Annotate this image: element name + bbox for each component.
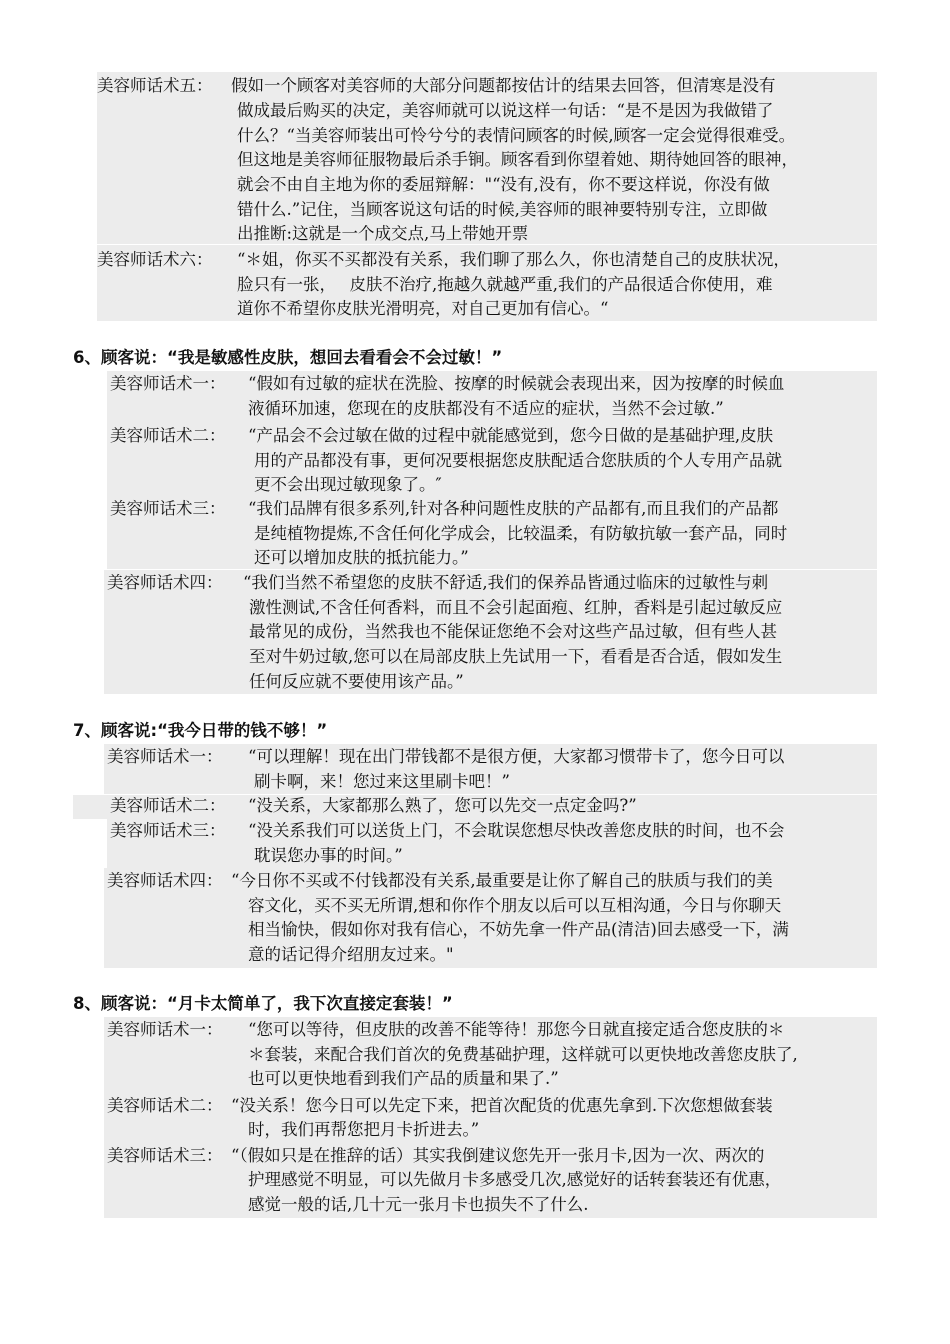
- script-label: 美容师话术六：: [97, 250, 213, 269]
- script-line: 感觉一般的话,几十元一张月卡也损失不了什么.: [248, 1195, 589, 1214]
- script-line: “没关系，大家都那么熟了，您可以先交一点定金吗?”: [248, 796, 637, 815]
- script-label: 美容师话术一：: [110, 374, 226, 393]
- section-heading-6: 6、顾客说：“我是敏感性皮肤，想回去看看会不会过敏！”: [73, 348, 503, 367]
- script-line: 刷卡啊，来！您过来这里刷卡吧！”: [254, 772, 510, 791]
- script-line: 就会不由自主地为你的委屈辩解："“没有,没有，你不要这样说，你没有做: [237, 175, 770, 194]
- script-label: 美容师话术二：: [110, 426, 226, 445]
- script-line: 更不会出现过敏现象了。″: [254, 475, 442, 494]
- script-line: 用的产品都没有事，更何况要根据您皮肤配适合您肤质的个人专用产品就: [254, 451, 782, 470]
- script-line: “没关系！您今日可以先定下来，把首次配货的优惠先拿到.下次您想做套装: [231, 1096, 773, 1115]
- script-label: 美容师话术二：: [107, 1096, 223, 1115]
- section-heading-8: 8、顾客说：“月卡太简单了，我下次直接定套装！”: [73, 994, 453, 1013]
- script-line: 还可以增加皮肤的抵抗能力。”: [254, 548, 469, 567]
- script-line: 什么？“当美容师装出可怜兮兮的表情问顾客的时候,顾客一定会觉得很难受。: [237, 126, 796, 145]
- script-line: 至对牛奶过敏,您可以在局部皮肤上先试用一下，看看是否合适，假如发生: [249, 647, 783, 666]
- script-line: 意的话记得介绍朋友过来。": [248, 945, 454, 964]
- script-line: 但这地是美容师征服物最后杀手锏。顾客看到你望着她、期待她回答的眼神，: [237, 150, 798, 169]
- script-line: 任何反应就不要使用该产品。”: [249, 672, 464, 691]
- script-line: 假如一个顾客对美容师的大部分问题都按估计的结果去回答，但清寒是没有: [231, 76, 776, 95]
- script-label: 美容师话术五：: [97, 76, 213, 95]
- script-line: “假如有过敏的症状在洗脸、按摩的时候就会表现出来，因为按摩的时候血: [248, 374, 785, 393]
- script-label: 美容师话术一：: [107, 747, 223, 766]
- section-heading-7: 7、顾客说:“我今日带的钱不够！”: [73, 721, 328, 740]
- script-line: 道你不希望你皮肤光滑明亮，对自己更加有信心。“: [237, 299, 609, 318]
- script-label: 美容师话术三：: [110, 499, 226, 518]
- script-line: 也可以更快地看到我们产品的质量和果了.”: [248, 1069, 559, 1088]
- script-line: 错什么.”记住，当顾客说这句话的时候,美容师的眼神要特别专注，立即做: [237, 200, 768, 219]
- script-line: ＊套装，来配合我们首次的免费基础护理，这样就可以更快地改善您皮肤了,: [248, 1045, 798, 1064]
- script-line: 耽误您办事的时间。”: [254, 846, 403, 865]
- script-line: “我们当然不希望您的皮肤不舒适,我们的保养品皆通过临床的过敏性与刺: [243, 573, 769, 592]
- script-label: 美容师话术二：: [110, 796, 226, 815]
- script-label: 美容师话术四：: [107, 573, 223, 592]
- script-line: “没关系我们可以送货上门，不会耽误您想尽快改善您皮肤的时间，也不会: [248, 821, 785, 840]
- script-line: “您可以等待，但皮肤的改善不能等待！那您今日就直接定适合您皮肤的＊: [248, 1020, 785, 1039]
- script-line: “＊姐，你买不买都没有关系，我们聊了那么久，你也清楚自己的皮肤状况，: [237, 250, 790, 269]
- script-line: 护理感觉不明显，可以先做月卡多感受几次,感觉好的话转套装还有优惠，: [248, 1170, 782, 1189]
- script-line: “产品会不会过敏在做的过程中就能感觉到，您今日做的是基础护理,皮肤: [248, 426, 774, 445]
- script-label: 美容师话术一：: [107, 1020, 223, 1039]
- script-line: 激性测试,不含任何香料，而且不会引起面疱、红肿，香料是引起过敏反应: [249, 598, 783, 617]
- script-line: “我们品牌有很多系列,针对各种问题性皮肤的产品都有,而且我们的产品都: [248, 499, 779, 518]
- script-line: 容文化，买不买无所谓,想和你作个朋友以后可以互相沟通，今日与你聊天: [248, 896, 782, 915]
- script-line: 最常见的成份，当然我也不能保证您绝不会对这些产品过敏，但有些人甚: [249, 622, 777, 641]
- script-line: 相当愉快，假如你对我有信心，不妨先拿一件产品(清洁)回去感受一下，满: [248, 920, 789, 939]
- script-label: 美容师话术三：: [107, 1146, 223, 1165]
- script-line: 脸只有一张， 皮肤不治疗,拖越久就越严重,我们的产品很适合你使用，难: [237, 275, 773, 294]
- script-line: 液循环加速，您现在的皮肤都没有不适应的症状，当然不会过敏.”: [248, 399, 724, 418]
- script-label: 美容师话术四：: [107, 871, 223, 890]
- script-line: 是纯植物提炼,不含任何化学成会，比较温柔，有防敏抗敏一套产品，同时: [254, 524, 788, 543]
- script-line: 时，我们再帮您把月卡折进去。”: [248, 1120, 480, 1139]
- script-line: “今日你不买或不付钱都没有关系,最重要是让你了解自己的肤质与我们的美: [231, 871, 773, 890]
- script-label: 美容师话术三：: [110, 821, 226, 840]
- script-line: “可以理解！现在出门带钱都不是很方便，大家都习惯带卡了，您今日可以: [248, 747, 785, 766]
- script-line: 做成最后购买的决定，美容师就可以说这样一句话：“是不是因为我做错了: [237, 101, 774, 120]
- script-line: 出推断:这就是一个成交点,马上带她开票: [237, 224, 529, 243]
- script-line: “（假如只是在推辞的话）其实我倒建议您先开一张月卡,因为一次、两次的: [231, 1146, 765, 1165]
